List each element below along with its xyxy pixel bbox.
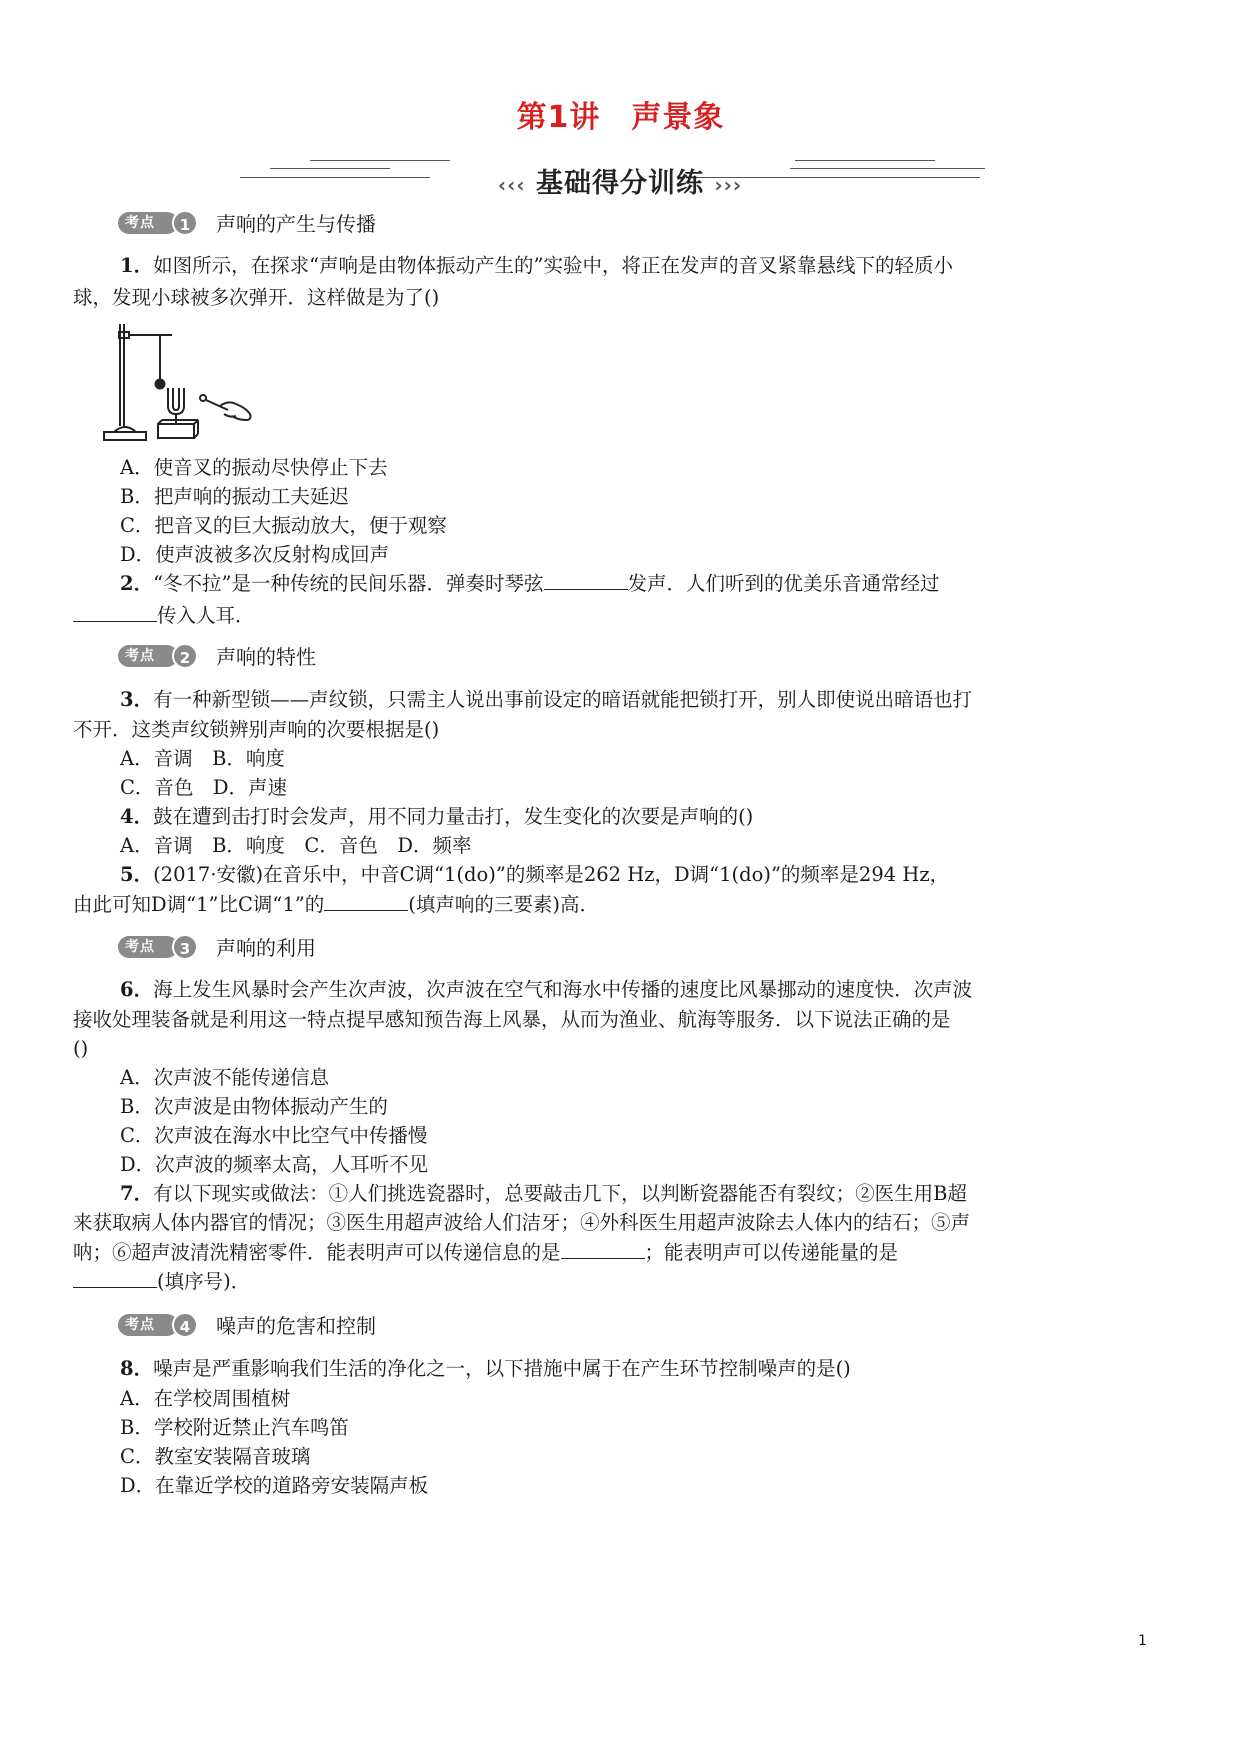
option-b: B．把声响的振动工夫延迟	[120, 485, 349, 508]
arrows-right-icon: ›››	[714, 173, 743, 197]
question-4: 4．鼓在遭到击打时会发声，用不同力量击打，发生变化的次要是声响的()	[120, 805, 754, 828]
banner-label: 基础得分训练	[536, 168, 704, 199]
options-row: C．音色 D．声速	[120, 776, 288, 799]
page-title: 第1讲 声景象	[516, 100, 725, 135]
question-2: 2．“冬不拉”是一种传统的民间乐器．弹奏时琴弦 发声．人们听到的优美乐音通常经过	[120, 572, 940, 595]
question-3: 3．有一种新型锁——声纹锁，只需主人说出事前设定的暗语就能把锁打开，别人即使说出暗语也打	[120, 688, 973, 711]
arrows-left-icon: ‹‹‹	[497, 173, 526, 197]
option-c: C．次声波在海水中比空气中传播慢	[120, 1124, 428, 1147]
options-row: A．音调 B．响度 C．音色 D．频率	[120, 834, 472, 857]
option-a: A．使音叉的振动尽快停止下去	[120, 456, 388, 479]
answer-blank	[73, 603, 157, 622]
option-c: C．把音叉的巨大振动放大，便于观察	[120, 514, 447, 537]
kaodian-badge: 考点 2	[118, 643, 204, 669]
answer-blank	[324, 892, 408, 911]
option-b: B．学校附近禁止汽车鸣笛	[120, 1416, 349, 1439]
question-6: 6．海上发生风暴时会产生次声波，次声波在空气和海水中传播的速度比风暴挪动的速度快．次声波	[120, 978, 973, 1001]
kaodian-badge: 考点 1	[118, 210, 204, 236]
question-6-cont: ()	[73, 1037, 89, 1060]
option-a: A．在学校周围植树	[120, 1387, 291, 1410]
option-d: D．在靠近学校的道路旁安装隔声板	[120, 1474, 429, 1497]
kaodian-badge: 考点 4	[118, 1312, 204, 1338]
section-header	[118, 641, 316, 671]
section-title: 声响的特性	[216, 645, 316, 669]
section-title: 声响的产生与传播	[216, 212, 376, 236]
section-header	[118, 208, 376, 238]
question-1-cont: 球，发现小球被多次弹开．这样做是为了()	[73, 286, 440, 309]
answer-blank	[561, 1240, 645, 1259]
question-7-cont: 呐；⑥超声波清洗精密零件．能表明声可以传递信息的是 ；能表明声可以传递能量的是	[73, 1241, 899, 1264]
option-d: D．次声波的频率太高，人耳听不见	[120, 1153, 429, 1176]
question-7: 7．有以下现实或做法：①人们挑选瓷器时，总要敲击几下，以判断瓷器能否有裂纹；②医生用B超	[120, 1182, 967, 1205]
question-5-cont: 由此可知D调“1”比C调“1”的 (填声响的三要素)高．	[73, 893, 599, 916]
question-5: 5．(2017·安徽)在音乐中，中音C调“1(do)”的频率是262 Hz，D调“1(do)”的频率是294 Hz，	[120, 863, 950, 886]
section-title: 噪声的危害和控制	[216, 1314, 376, 1338]
question-8: 8．噪声是严重影响我们生活的净化之一，以下措施中属于在产生环节控制噪声的是()	[120, 1357, 851, 1380]
option-c: C．教室安装隔音玻璃	[120, 1445, 311, 1468]
question-2-cont: 传入人耳．	[73, 600, 1193, 632]
option-d: D．使声波被多次反射构成回声	[120, 543, 390, 566]
question-1: 1．如图所示，在探求“声响是由物体振动产生的”实验中，将正在发声的音叉紧靠悬线下的轻质小	[120, 254, 954, 277]
option-b: B．次声波是由物体振动产生的	[120, 1095, 388, 1118]
kaodian-badge: 考点 3	[118, 934, 204, 960]
question-7-cont: 来获取病人体内器官的情况；③医生用超声波给人们洁牙；④外科医生用超声波除去人体内的结石；⑤声	[73, 1211, 971, 1234]
question-6-cont: 接收处理装备就是利用这一特点提早感知预告海上风暴，从而为渔业、航海等服务．以下说法正确的是	[73, 1008, 951, 1031]
question-7-cont: (填序号)．	[73, 1266, 1193, 1298]
banner-text	[270, 161, 970, 200]
section-header	[118, 932, 316, 962]
answer-blank	[73, 1269, 157, 1288]
tuning-fork-apparatus-figure	[100, 318, 260, 448]
option-a: A．次声波不能传递信息	[120, 1066, 330, 1089]
section-header	[118, 1310, 376, 1340]
page-number: 1	[1138, 1633, 1147, 1649]
question-3-cont: 不开．这类声纹锁辨别声响的次要根据是()	[73, 718, 440, 741]
section-banner	[270, 160, 970, 200]
answer-blank	[544, 571, 628, 590]
options-row: A．音调 B．响度	[120, 747, 285, 770]
section-title: 声响的利用	[216, 936, 316, 960]
